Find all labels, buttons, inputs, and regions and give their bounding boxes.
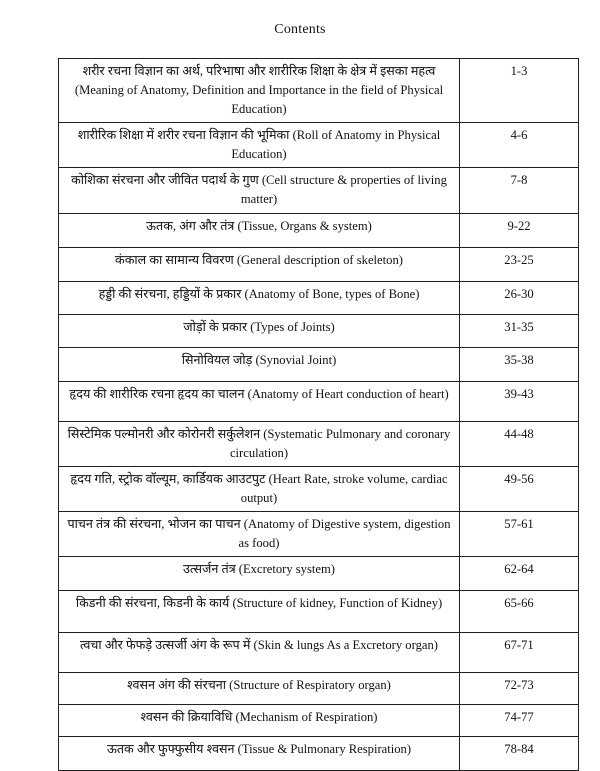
- table-row: [59, 467, 579, 512]
- contents-table: [58, 58, 579, 771]
- table-row: [59, 348, 579, 382]
- table-row: [59, 633, 579, 673]
- table-row: [59, 168, 579, 214]
- pages-cell: 26-30: [460, 282, 579, 315]
- table-row: [59, 248, 579, 282]
- topic-cell: जोड़ों के प्रकार (Types of Joints): [59, 315, 460, 348]
- topic-cell: किडनी की संरचना, किडनी के कार्य (Structure of kidney, Function of Kidney): [59, 591, 460, 633]
- table-row: [59, 422, 579, 467]
- pages-cell: 44-48: [460, 422, 579, 467]
- pages-cell: 35-38: [460, 348, 579, 382]
- pages-cell: 62-64: [460, 557, 579, 591]
- table-row: [59, 512, 579, 557]
- topic-cell: कोशिका संरचना और जीवित पदार्थ के गुण (Cell structure & properties of living matter): [59, 168, 460, 214]
- topic-cell: सिनोवियल जोड़ (Synovial Joint): [59, 348, 460, 382]
- pages-cell: 74-77: [460, 705, 579, 737]
- table-row: [59, 214, 579, 248]
- topic-cell: त्वचा और फेफड़े उत्सर्जी अंग के रूप में (Skin & lungs As a Excretory organ): [59, 633, 460, 673]
- table-row: [59, 315, 579, 348]
- topic-cell: ऊतक और फुफ्फुसीय श्वसन (Tissue & Pulmonary Respiration): [59, 737, 460, 771]
- topic-cell: पाचन तंत्र की संरचना, भोजन का पाचन (Anatomy of Digestive system, digestion as food): [59, 512, 460, 557]
- pages-cell: 31-35: [460, 315, 579, 348]
- topic-cell: शारीरिक शिक्षा में शरीर रचना विज्ञान की भूमिका (Roll of Anatomy in Physical Education): [59, 123, 460, 168]
- pages-cell: 72-73: [460, 673, 579, 705]
- table-row: [59, 557, 579, 591]
- table-row: [59, 123, 579, 168]
- pages-cell: 39-43: [460, 382, 579, 422]
- table-row: [59, 737, 579, 771]
- table-row: [59, 705, 579, 737]
- page-title: Contents: [274, 22, 326, 37]
- topic-cell: श्वसन की क्रियाविधि (Mechanism of Respiration): [59, 705, 460, 737]
- table-row: [59, 382, 579, 422]
- pages-cell: 7-8: [460, 168, 579, 214]
- topic-cell: हृदय की शारीरिक रचना हृदय का चालन (Anatomy of Heart conduction of heart): [59, 382, 460, 422]
- pages-cell: 57-61: [460, 512, 579, 557]
- table-row: [59, 282, 579, 315]
- pages-cell: 67-71: [460, 633, 579, 673]
- topic-cell: हृदय गति, स्ट्रोक वॉल्यूम, कार्डियक आउटपुट (Heart Rate, stroke volume, cardiac output): [59, 467, 460, 512]
- pages-cell: 4-6: [460, 123, 579, 168]
- table-row: [59, 591, 579, 633]
- pages-cell: 23-25: [460, 248, 579, 282]
- topic-cell: श्वसन अंग की संरचना (Structure of Respiratory organ): [59, 673, 460, 705]
- table-row: [59, 59, 579, 123]
- table-row: [59, 673, 579, 705]
- topic-cell: हड्डी की संरचना, हड्डियों के प्रकार (Anatomy of Bone, types of Bone): [59, 282, 460, 315]
- topic-cell: कंकाल का सामान्य विवरण (General description of skeleton): [59, 248, 460, 282]
- pages-cell: 1-3: [460, 59, 579, 123]
- pages-cell: 78-84: [460, 737, 579, 771]
- pages-cell: 9-22: [460, 214, 579, 248]
- pages-cell: 65-66: [460, 591, 579, 633]
- pages-cell: 49-56: [460, 467, 579, 512]
- topic-cell: शरीर रचना विज्ञान का अर्थ, परिभाषा और शारीरिक शिक्षा के क्षेत्र में इसका महत्व (Meaning of Anatomy, Definition and Importance in the field of Physical Education): [59, 59, 460, 123]
- topic-cell: सिस्टेमिक पल्मोनरी और कोरोनरी सर्कुलेशन (Systematic Pulmonary and coronary circulation): [59, 422, 460, 467]
- topic-cell: ऊतक, अंग और तंत्र (Tissue, Organs & system): [59, 214, 460, 248]
- topic-cell: उत्सर्जन तंत्र (Excretory system): [59, 557, 460, 591]
